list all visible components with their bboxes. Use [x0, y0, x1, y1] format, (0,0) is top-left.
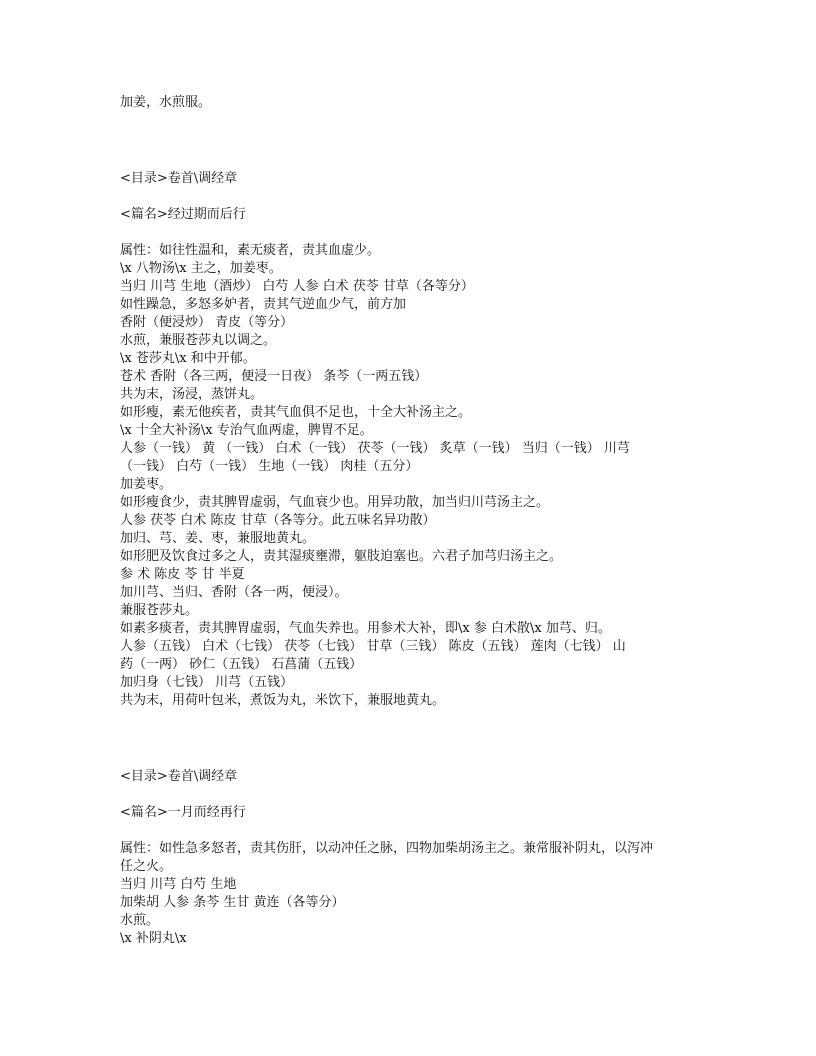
section1-line: 如性躁急，多怒多妒者，责其气逆血少气，前方加 [120, 297, 407, 312]
section1-line: 当归 川芎 生地（酒炒） 白芍 人参 白术 茯苓 甘草（各等分） [120, 279, 474, 294]
section1-line: 人参（一钱） 黄 （一钱） 白术（一钱） 茯苓（一钱） 炙草（一钱） 当归（一钱） 川芎 [120, 441, 630, 456]
section2-line: 当归 川芎 白芍 生地 [120, 877, 237, 892]
section1-line: 共为末，用荷叶包米，煮饭为丸，米饮下，兼服地黄丸。 [120, 693, 446, 708]
section1-line: 兼服苍莎丸。 [120, 603, 199, 618]
section2-line: 水煎。 [120, 913, 160, 928]
section1-line: 参 术 陈皮 苓 甘 半夏 [120, 567, 245, 582]
section1-line: 人参 茯苓 白术 陈皮 甘草（各等分。此五味名异功散） [120, 513, 436, 528]
section1-line: \x 十全大补汤\x 专治气血两虚，脾胃不足。 [120, 423, 373, 438]
section1-line: 人参（五钱） 白术（七钱） 茯苓（七钱） 甘草（三钱） 陈皮（五钱） 莲肉（七钱） 山 [120, 639, 626, 654]
section1-line: 药（一两） 砂仁（五钱） 石菖蒲（五钱） [120, 657, 363, 672]
section1-title: <篇名>经过期而后行 [120, 207, 246, 222]
section1-line: 共为末，汤浸，蒸饼丸。 [120, 387, 264, 402]
section1-line: 如形瘦，素无他疾者，责其气血俱不足也，十全大补汤主之。 [120, 405, 472, 420]
section2-title: <篇名>一月而经再行 [120, 805, 246, 820]
section1-line: 水煎，兼服苍莎丸以调之。 [120, 333, 277, 348]
section1-line: \x 苍莎丸\x 和中开郁。 [120, 351, 256, 366]
section1-line: 属性：如往性温和，素无痰者，责其血虚少。 [120, 243, 381, 258]
section2-line: 任之火。 [120, 859, 173, 874]
section1-line: 如形瘦食少，责其脾胃虚弱，气血衰少也。用异功散，加当归川芎汤主之。 [120, 495, 550, 510]
section1-catalog: <目录>卷首\调经章 [120, 171, 238, 186]
section2-catalog: <目录>卷首\调经章 [120, 769, 238, 784]
section1-line: （一钱） 白芍（一钱） 生地（一钱） 肉桂（五分） [120, 459, 419, 474]
section1-line: 加归、芎、姜、枣，兼服地黄丸。 [120, 531, 316, 546]
intro-line: 加姜，水煎服。 [120, 95, 212, 110]
section1-line: 加归身（七钱） 川芎（五钱） [120, 675, 294, 690]
section1-line: \x 八物汤\x 主之，加姜枣。 [120, 261, 282, 276]
section1-line: 如形肥及饮食过多之人，责其湿痰壅滞，躯肢迫塞也。六君子加芎归汤主之。 [120, 549, 563, 564]
section1-line: 加川芎、当归、香附（各一两，便浸）。 [120, 585, 348, 600]
section2-line: \x 补阴丸\x [120, 931, 187, 946]
section2-line: 属性：如性急多怒者，责其伤肝，以动冲任之脉，四物加柴胡汤主之。兼常服补阴丸，以泻冲 [120, 841, 654, 856]
section1-line: 香附（便浸炒） 青皮（等分） [120, 315, 294, 330]
section1-line: 如素多痰者，责其脾胃虚弱，气血失养也。用参术大补，即\x 参 白术散\x 加芎、归。 [120, 621, 611, 636]
section1-line: 苍术 香附（各三两，便浸一日夜） 条芩（一两五钱） [120, 369, 428, 384]
section2-line: 加柴胡 人参 条芩 生甘 黄连（各等分） [120, 895, 345, 910]
section1-line: 加姜枣。 [120, 477, 173, 492]
